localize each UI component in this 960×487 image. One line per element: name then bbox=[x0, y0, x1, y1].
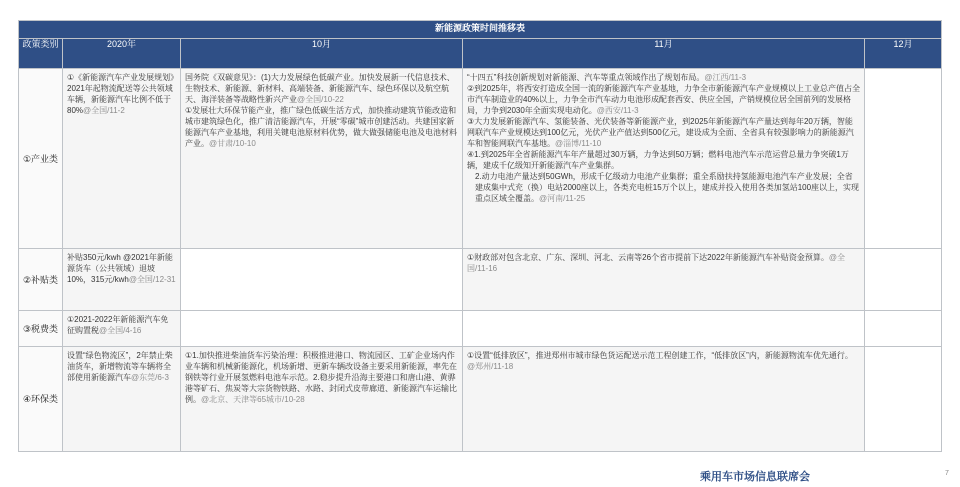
header-2020: 2020年 bbox=[63, 39, 181, 69]
table-header-row bbox=[19, 39, 942, 69]
category-tax: ③税费类 bbox=[19, 311, 63, 347]
header-december: 12月 bbox=[865, 39, 942, 69]
table-title: 新能源政策时间推移表 bbox=[19, 21, 942, 39]
cell-tax-october bbox=[181, 311, 463, 347]
header-category: 政策类别 bbox=[19, 39, 63, 69]
category-environment: ④环保类 bbox=[19, 347, 63, 452]
cell-tax-december bbox=[865, 311, 942, 347]
header-november: 11月 bbox=[463, 39, 865, 69]
table-title-row bbox=[19, 21, 942, 39]
table-row-industry bbox=[19, 69, 942, 249]
cell-tax-2020: ①2021-2022年新能源汽车免征购置税@全国/4-16 bbox=[63, 311, 181, 347]
cell-industry-november: “十四五”科技创新规划对新能源、汽车等重点领域作出了规划布局。@江西/11-3 ②到2025年，将西安打造成全国一流的新能源汽车产业基地，力争全市新能源汽车产业规模以上工业总产值占全市汽车制造业的40%以上，力争全市汽车动力电池形成配套西安、供应全国，产销规模位居全国前列的发展格局，力争到2030年全面实现电动化。@西安/11-3 ③大力发展新能源汽车、氢能装备、光伏装备等新能源产业，到2025年新能源汽车产量达到每年20万辆，智能网联汽车产业规模达到100亿元，光伏产业产值达到500亿元，建设成为全面、全省具有较强影响力的新能源汽车和智能网联汽车基地。@淄博/11-10 ④1.到2025年全省新能源汽车年产量超过30万辆，力争达到50万辆；燃料电池汽车示范运营总量力争突破1万辆，建成千亿级知开新能源汽车产业集群。 2.动力电池产量达到50GWh，形成千亿级动力电池产业集群；重全系励扶持氢能源电池汽车产业发展；全省建成集中式充（换）电站2000座以上，各类充电桩15万个以上，建成并投入使用各类加氢站100座以上，实现重点区域全覆盖。@河南/11-25 bbox=[463, 69, 865, 249]
cell-subsidy-2020: 补贴350元/kwh @2021年新能源货车（公共领域）退坡10%，315元/kwh@全国/12-31 bbox=[63, 249, 181, 311]
cell-environment-november: ①设置“低排放区”，推进郑州市城市绿色货运配送示范工程创建工作，“低排放区”内，新能源物流车优先通行。@郑州/11-18 bbox=[463, 347, 865, 452]
category-subsidy: ②补贴类 bbox=[19, 249, 63, 311]
cell-subsidy-november: ①财政部对包含北京、广东、深圳、河北、云南等26个省市提前下达2022年新能源汽车补贴资金预算。@全国/11-16 bbox=[463, 249, 865, 311]
cell-industry-october: 国务院《双碳意见》：(1)大力发展绿色低碳产业。加快发展新一代信息技术、生物技术、新能源、新材料、高端装备、新能源汽车、绿色环保以及航空航天、海洋装备等战略性新兴产业@全国/10-22 ①发展壮大环保节能产业，推广绿色低碳生活方式，加快推动建筑节能改造和城市建筑绿色化，推广清洁能源汽车，开展“零碳”城市创建活动。共建国家新能源汽车产业基地，利用关键电池原材料优势，做大做强储能电池及电池材料产业。@甘肃/10-10 bbox=[181, 69, 463, 249]
cell-tax-november bbox=[463, 311, 865, 347]
footer-organization: 乘用车市场信息联席会 bbox=[700, 471, 810, 483]
table-row-tax bbox=[19, 311, 942, 347]
table-row-subsidy bbox=[19, 249, 942, 311]
table-row-environment bbox=[19, 347, 942, 452]
page-number: 7 bbox=[945, 470, 949, 477]
cell-industry-december bbox=[865, 69, 942, 249]
header-october: 10月 bbox=[181, 39, 463, 69]
cell-subsidy-october bbox=[181, 249, 463, 311]
cell-environment-october: ①1.加快推进柴油货车污染治理：积极推进港口、物流园区、工矿企业场内作业车辆和机械新能源化，机场新增、更新车辆改设备主要采用新能源，率先在钢铁等行业开展氢燃料电池车示范。2.稳步提升沿海主要港口和唐山港、黄骅港等矿石、焦炭等大宗货物铁路、水路、封闭式皮带廊道、新能源汽车运输比例。@北京、天津等65城市/10-28 bbox=[181, 347, 463, 452]
cell-environment-december bbox=[865, 347, 942, 452]
cell-subsidy-december bbox=[865, 249, 942, 311]
cell-industry-2020: ①《新能源汽车产业发展规划》2021年起物流配送等公共领域车辆，新能源汽车比例不低于80%@全国/11-2 bbox=[63, 69, 181, 249]
policy-timeline-table bbox=[18, 20, 942, 452]
cell-environment-2020: 设置“绿色物流区”，2年禁止柴油货车，新增物流等车辆将全部使用新能源汽车@东莞/6-3 bbox=[63, 347, 181, 452]
category-industry: ①产业类 bbox=[19, 69, 63, 249]
